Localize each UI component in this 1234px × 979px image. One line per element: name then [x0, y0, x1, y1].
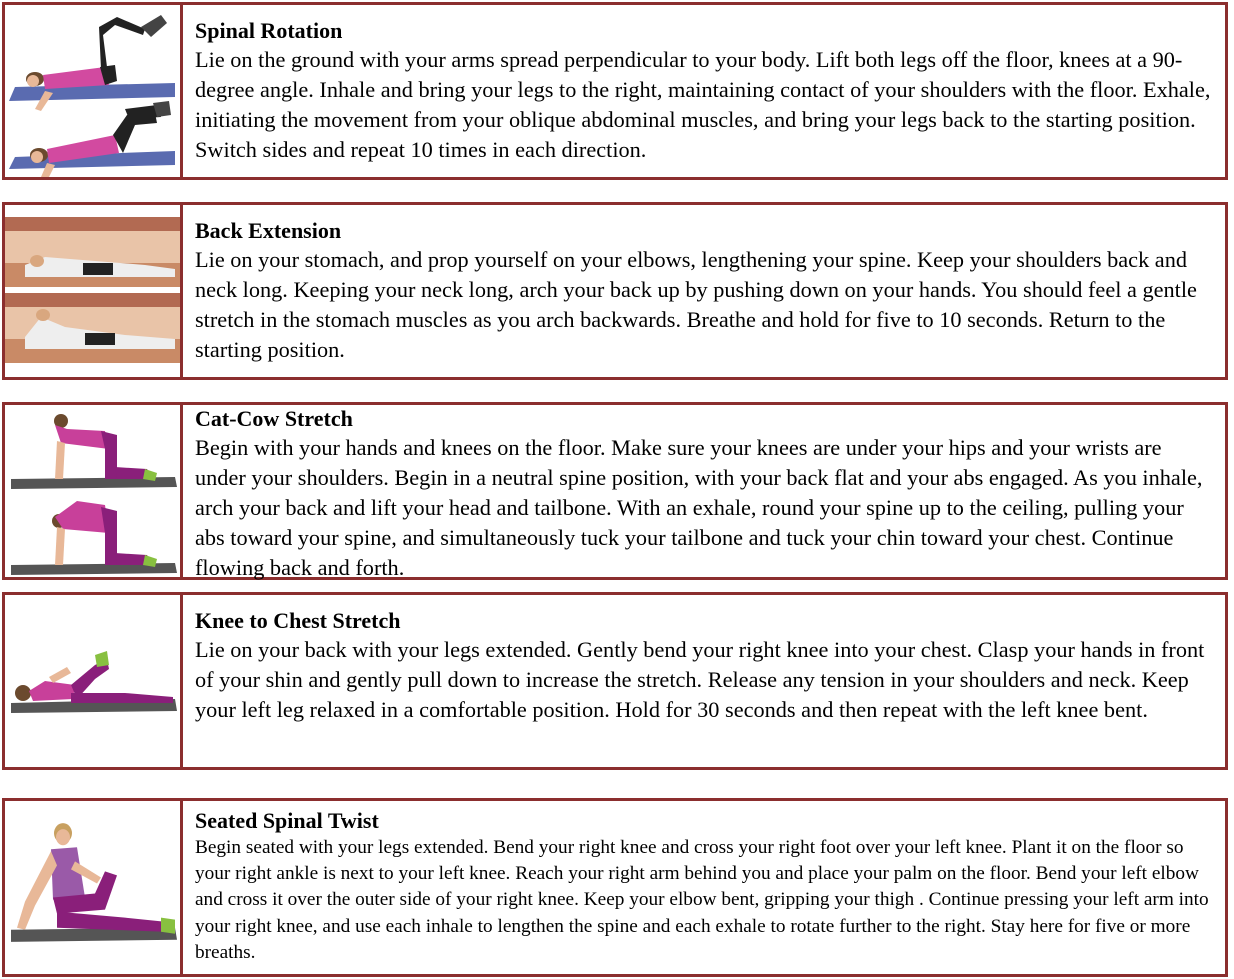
exercise-description: Lie on your stomach, and prop yourself on your elbows, lengthening your spine. Keep your shoulders back and neck long. Keeping your neck long, arch your back up by pushing down on your hands. You should feel a gentle stretch in the stomach muscles as you arch backwards. Breathe and hold for five to 10 seconds. Return to the starting position.: [195, 247, 1197, 362]
exercise-title: Cat-Cow Stretch: [195, 406, 353, 431]
exercise-card-seated-twist: [2, 798, 1228, 977]
exercise-title: Back Extension: [195, 218, 342, 243]
exercise-title: Knee to Chest Stretch: [195, 608, 401, 633]
exercise-card-knee-to-chest: [2, 592, 1228, 770]
back-extension-photo: [5, 205, 183, 377]
exercise-card-back-extension: [2, 202, 1228, 380]
exercise-title: Seated Spinal Twist: [195, 808, 379, 833]
exercise-description: Begin seated with your legs extended. Bend your right knee and cross your right foot over your left knee. Plant it on the floor so your right ankle is next to your left knee. Reach your right arm behind you and place your palm on the floor. Bend your left elbow and cross it over the outer side of your right knee. Keep your elbow bent, gripping your thigh . Continue pressing your left arm into your right knee, and use each inhale to lengthen the spine and each exhale to rotate further to the right. Stay here for five or more breaths.: [195, 837, 1209, 963]
exercise-title: Spinal Rotation: [195, 18, 343, 43]
exercise-description: Lie on your back with your legs extended. Gently bend your right knee into your chest. Clasp your hands in front of your shin and gently pull down to increase the stretch. Release any tension in your shoulders and neck. Keep your left leg relaxed in a comfortable position. Hold for 30 seconds and then repeat with the left knee bent.: [195, 637, 1205, 722]
spinal-rotation-photo: [5, 5, 183, 177]
cat-cow-photo: [5, 405, 183, 577]
seated-twist-photo: [5, 801, 183, 974]
exercise-description: Begin with your hands and knees on the floor. Make sure your knees are under your hips and your wrists are under your shoulders. Begin in a neutral spine position, with your back flat and your abs engaged. As you inhale, arch your back and lift your head and tailbone. With an exhale, round your spine up to the ceiling, pulling your abs toward your spine, and simultaneously tuck your tailbone and tuck your chin toward your chest. Continue flowing back and forth.: [195, 435, 1203, 580]
knee-to-chest-photo: [5, 595, 183, 767]
exercise-description: Lie on the ground with your arms spread perpendicular to your body. Lift both legs off the floor, knees at a 90-degree angle. Inhale and bring your legs to the right, maintaining contact of your shoulders with the floor. Exhale, initiating the movement from your oblique abdominal muscles, and bring your legs back to the starting position. Switch sides and repeat 10 times in each direction.: [195, 47, 1211, 162]
exercise-card-cat-cow: [2, 402, 1228, 580]
exercise-card-spinal-rotation: [2, 2, 1228, 180]
